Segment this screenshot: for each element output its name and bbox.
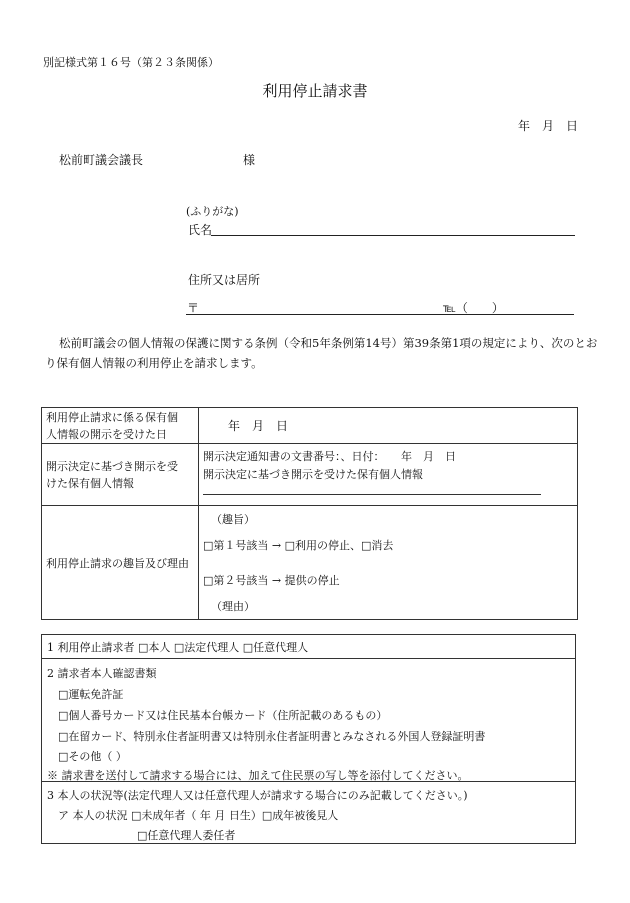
document-title: 利用停止請求書 — [262, 82, 368, 100]
address-label: 住所又は居所 — [188, 273, 261, 287]
name-field-line[interactable] — [211, 235, 575, 236]
tel-label: ℡（ ） — [443, 301, 504, 315]
addressee-honorific: 様 — [243, 153, 256, 167]
disclosed-info-label: 開示決定に基づき開示を受 けた保有個人情報 — [42, 444, 199, 506]
table-row — [42, 408, 578, 444]
disclosure-date-value[interactable]: 年 月 日 — [199, 408, 578, 444]
section-3-principal-status[interactable]: ア 本人の状況 □未成年者（ 年 月 日生）□成年被後見人 — [58, 809, 339, 822]
disclosed-info-underline — [203, 494, 541, 495]
purpose-option-1[interactable]: □第１号該当 → □利用の停止、□消去 — [203, 539, 394, 552]
id-doc-residence-card[interactable]: □在留カード、特別永住者証明書又は特別永住者証明書とみなされる外国人登録証明書 — [58, 730, 486, 743]
purpose-reason-value[interactable] — [199, 506, 578, 620]
section-2-title: 2 請求者本人確認書類 — [47, 667, 157, 680]
id-doc-drivers-license[interactable]: □運転免許証 — [58, 688, 124, 701]
address-field-line[interactable] — [186, 314, 574, 315]
purpose-option-2[interactable]: □第２号該当 → 提供の停止 — [203, 574, 340, 587]
section-2-note: ※ 請求書を送付して請求する場合には、加えて住民票の写し等を添付してください。 — [47, 769, 469, 782]
table-row — [42, 444, 578, 506]
postal-mark: 〒 — [187, 301, 200, 315]
id-doc-other[interactable]: □その他（ ） — [58, 750, 127, 763]
purpose-reason-label: 利用停止請求の趣旨及び理由 — [42, 506, 199, 620]
request-detail-table — [41, 407, 578, 620]
section-3-voluntary-agent[interactable]: □任意代理人委任者 — [137, 829, 236, 842]
disclosure-date-label: 利用停止請求に係る保有個 人情報の開示を受けた日 — [42, 408, 199, 444]
name-label: 氏名 — [188, 223, 213, 237]
section-1-row — [42, 635, 575, 659]
furigana-label: (ふりがな) — [186, 205, 239, 218]
section-1-requester-type[interactable]: 1 利用停止請求者 □本人 □法定代理人 □任意代理人 — [47, 641, 309, 654]
disclosed-info-value[interactable]: 開示決定通知書の文書番号：、日付： 年 月 日 開示決定に基づき開示を受けた保有個人情報 — [199, 444, 578, 506]
form-number: 別記様式第１６号（第２３条関係） — [43, 56, 219, 69]
requester-info-box — [41, 634, 576, 844]
reason-heading: （理由） — [211, 600, 255, 613]
id-doc-my-number-card[interactable]: □個人番号カード又は住民基本台帳カード（住所記載のあるもの） — [58, 709, 388, 722]
intro-line-1: 松前町議会の個人情報の保護に関する条例（令和5年条例第14号）第39条第1項の規定により、次のとお — [59, 336, 598, 350]
addressee: 松前町議会議長 — [59, 153, 144, 167]
date-line: 年 月 日 — [518, 119, 579, 133]
intro-line-2: り保有個人情報の利用停止を請求します。 — [45, 356, 263, 370]
purpose-heading: （趣旨） — [211, 513, 255, 526]
section-2-row — [42, 659, 575, 782]
table-row — [42, 506, 578, 620]
section-3-row — [42, 782, 575, 845]
section-3-title: 3 本人の状況等(法定代理人又は任意代理人が請求する場合にのみ記載してください。) — [47, 789, 468, 802]
